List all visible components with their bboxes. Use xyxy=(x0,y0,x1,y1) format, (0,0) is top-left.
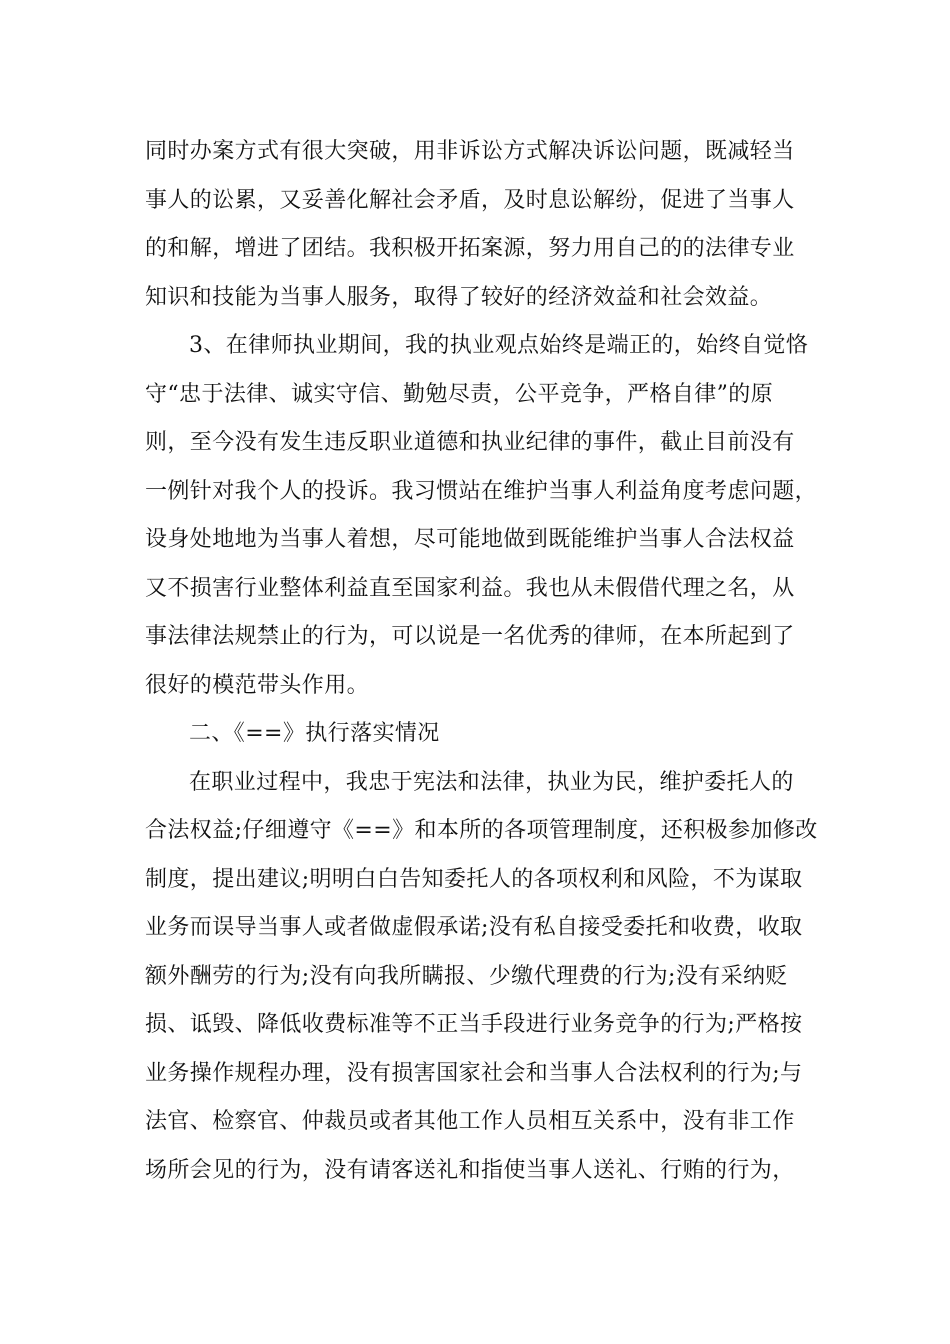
text-line-15: 合法权益;仔细遵守《==》和本所的各项管理制度，还积极参加修改 xyxy=(145,818,818,843)
text-line-18: 额外酬劳的行为;没有向我所瞒报、少缴代理费的行为;没有采纳贬 xyxy=(145,963,788,989)
text-line-3: 的和解，增进了团结。我积极开拓案源，努力用自己的的法律专业 xyxy=(145,236,795,261)
text-line-16: 制度，提出建议;明明白白告知委托人的各项权利和风险，不为谋取 xyxy=(145,866,803,892)
text-line-20: 业务操作规程办理，没有损害国家社会和当事人合法权利的行为;与 xyxy=(145,1060,803,1086)
section-heading: 二、《==》执行落实情况 xyxy=(189,721,440,746)
document-body xyxy=(145,128,825,1195)
text-line-19: 损、诋毁、降低收费标准等不正当手段进行业务竞争的行为;严格按 xyxy=(145,1012,803,1037)
text-line-8: 一例针对我个人的投诉。我习惯站在维护当事人利益角度考虑问题， xyxy=(145,478,818,504)
text-line-4: 知识和技能为当事人服务，取得了较好的经济效益和社会效益。 xyxy=(145,284,773,310)
paragraph-section-start: 在职业过程中，我忠于宪法和法律，执业为民，维护委托人的 xyxy=(189,769,794,795)
paragraph-3-start: 3、在律师执业期间，我的执业观点始终是端正的，始终自觉恪 xyxy=(189,333,809,358)
text-line-9: 设身处地地为当事人着想，尽可能地做到既能维护当事人合法权益 xyxy=(145,527,795,552)
text-line-1: 同时办案方式有很大突破，用非诉讼方式解决诉讼问题，既减轻当 xyxy=(145,139,795,164)
text-line-2: 事人的讼累，又妥善化解社会矛盾，及时息讼解纷，促进了当事人 xyxy=(145,187,795,213)
text-line-11: 事法律法规禁止的行为，可以说是一名优秀的律师，在本所起到了 xyxy=(145,624,795,649)
text-line-6: 守“忠于法律、诚实守信、勤勉尽责，公平竞争，严格自律”的原 xyxy=(145,381,774,407)
text-line-17: 业务而误导当事人或者做虚假承诺;没有私自接受委托和收费，收取 xyxy=(145,915,803,940)
text-line-21: 法官、检察官、仲裁员或者其他工作人员相互关系中，没有非工作 xyxy=(145,1109,795,1134)
text-line-10: 又不损害行业整体利益直至国家利益。我也从未假借代理之名，从 xyxy=(145,575,795,601)
text-line-12: 很好的模范带头作用。 xyxy=(145,672,370,698)
text-line-7: 则，至今没有发生违反职业道德和执业纪律的事件，截止目前没有 xyxy=(145,430,795,455)
text-line-22: 场所会见的行为，没有请客送礼和指使当事人送礼、行贿的行为， xyxy=(145,1157,795,1183)
